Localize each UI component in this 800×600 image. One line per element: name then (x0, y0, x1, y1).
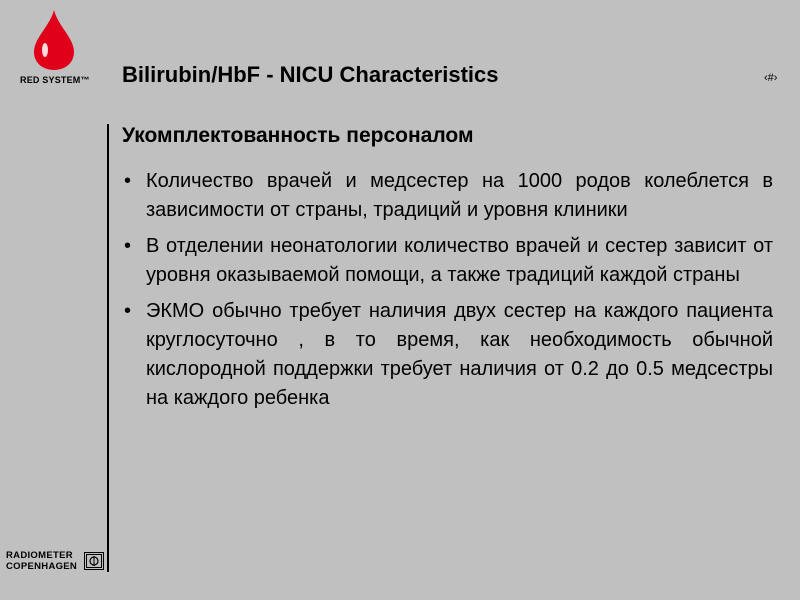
bullet-marker: • (124, 235, 132, 257)
radiometer-emblem-icon (84, 552, 104, 570)
company-name (6, 550, 77, 572)
divider-line (107, 124, 109, 572)
bullet-text: ЭКМО обычно требует наличия двух сестер на каждого пациента круглосуточно , в то время, как необходимость обычной кислородной поддержки требует наличия от 0.2 до 0.5 медсестры на каждого ребенка (146, 300, 773, 409)
brand-label: RED SYSTEM™ (20, 75, 90, 85)
bullet-text: В отделении неонатологии количество врачей и сестер зависит от уровня оказываемой помощи, а также традиций каждой страны (146, 235, 773, 286)
page-number: ‹#› (764, 72, 778, 84)
bullet-item (122, 232, 773, 290)
company-line-1: RADIOMETER (6, 550, 73, 561)
slide-title: Bilirubin/HbF - NICU Characteristics (122, 62, 499, 87)
bullet-marker: • (124, 300, 132, 322)
bullet-item (122, 167, 773, 225)
bullet-item (122, 297, 773, 413)
company-line-2: COPENHAGEN (6, 561, 78, 572)
bullet-text: Количество врачей и медсестер на 1000 родов колеблется в зависимости от страны, традиций и уровня клиники (146, 170, 773, 221)
radiometer-logo (6, 550, 104, 572)
bullet-marker: • (124, 170, 132, 192)
bullet-list (122, 167, 773, 420)
blood-drop-icon (30, 8, 78, 72)
slide-subtitle: Укомплектованность персоналом (122, 124, 474, 147)
